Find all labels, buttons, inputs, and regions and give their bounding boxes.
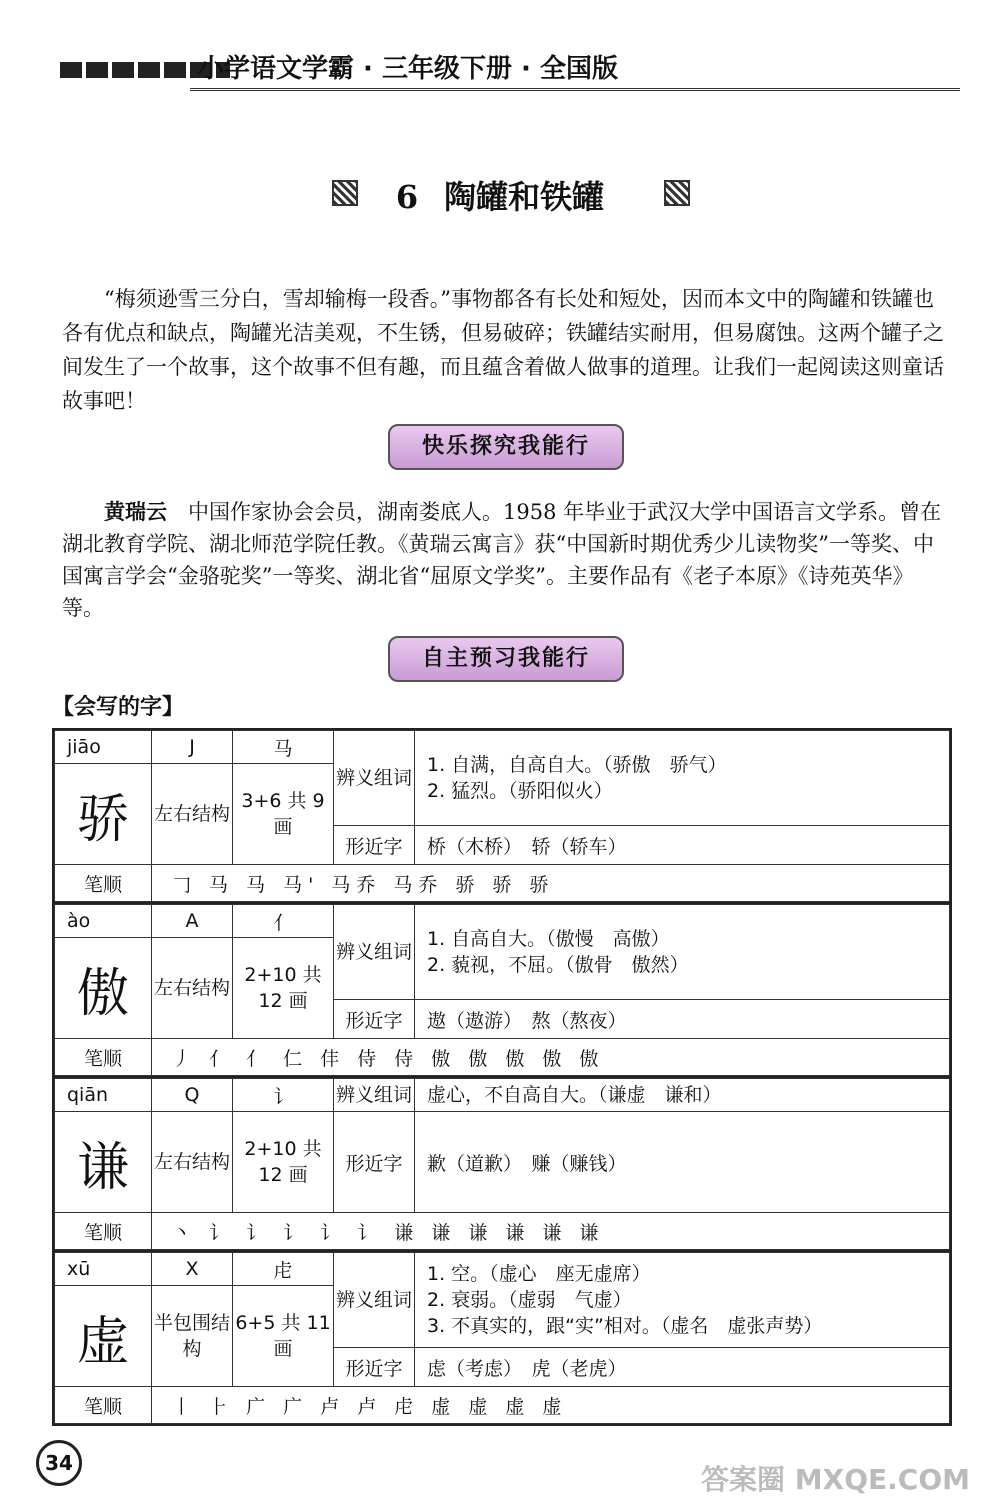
pinyin: xū: [55, 1253, 152, 1286]
initial-letter: Q: [152, 1079, 233, 1112]
similar-chars: 歉（道歉） 赚（赚钱）: [415, 1112, 950, 1213]
meanings: [415, 1253, 950, 1348]
similar-chars: 虑（考虑） 虎（老虎）: [415, 1348, 950, 1387]
similar-chars: 遨（遨游） 熬（熬夜）: [415, 1000, 950, 1039]
header-rule: [190, 88, 960, 91]
character-table: [52, 728, 952, 1426]
pinyin: qiān: [55, 1079, 152, 1112]
stroke-count: 6+5 共 11 画: [233, 1286, 334, 1387]
initial-letter: X: [152, 1253, 233, 1286]
stroke-order: 丶 讠 讠 讠 讠 讠 谦 谦 谦 谦 谦 谦: [152, 1213, 950, 1250]
stroke-order: 丨 ⺊ 广 广 卢 卢 虍 虚 虚 虚 虚: [152, 1387, 950, 1424]
character: 虚: [55, 1286, 152, 1387]
stroke-order: 𠃌 马 马 马' 马乔 马乔 骄 骄 骄: [152, 865, 950, 902]
meanings: [415, 731, 950, 826]
character: 谦: [55, 1112, 152, 1213]
meaning-item: 1. 自满，自高自大。（骄傲 骄气）: [427, 754, 727, 776]
stroke-count: 2+10 共 12 画: [233, 938, 334, 1039]
similar-label: 形近字: [334, 826, 415, 865]
radical: 马: [233, 731, 334, 764]
intro-paragraph: “梅须逊雪三分白，雪却输梅一段香。”事物都各有长处和短处，因而本文中的陶罐和铁罐也各有优点和缺点，陶罐光洁美观，不生锈，但易破碎；铁罐结实耐用，但易腐蚀。这两个罐子之间发生了一个故事，这个故事不但有趣，而且蕴含着做人做事的道理。让我们一起阅读这则童话故事吧！: [62, 287, 944, 413]
structure: 左右结构: [152, 764, 233, 865]
write-chars-label: 【会写的字】: [52, 695, 185, 720]
meaning-label: 辨义组词: [334, 1253, 415, 1348]
character: 傲: [55, 938, 152, 1039]
author-paragraph: [62, 496, 952, 624]
char-block: [54, 904, 950, 1078]
radical: 讠: [233, 1079, 334, 1112]
initial-letter: A: [152, 905, 233, 938]
stroke-count: 2+10 共 12 画: [233, 1112, 334, 1213]
pinyin: ào: [55, 905, 152, 938]
structure: 左右结构: [152, 1112, 233, 1213]
char-block: [54, 1078, 950, 1252]
book-title: 小学语文学霸 · 三年级下册 · 全国版: [198, 54, 618, 84]
similar-label: 形近字: [334, 1348, 415, 1387]
meaning-item: 1. 自高自大。（傲慢 高傲）: [427, 928, 670, 950]
order-label: 笔顺: [55, 1387, 152, 1424]
meaning-label: 辨义组词: [334, 905, 415, 1000]
order-label: 笔顺: [55, 865, 152, 902]
char-block: [54, 730, 950, 904]
meaning-item: 虚心，不自高自大。（谦虚 谦和）: [427, 1084, 722, 1106]
stroke-order: 丿 亻 亻 仁 仹 侍 侍 傲 傲 傲 傲 傲: [152, 1039, 950, 1076]
meaning-label: 辨义组词: [334, 731, 415, 826]
radical: 虍: [233, 1253, 334, 1286]
similar-chars: 桥（木桥） 轿（轿车）: [415, 826, 950, 865]
meaning-item: 2. 猛烈。（骄阳似火）: [427, 780, 613, 802]
meaning-item: 1. 空。（虚心 座无虚席）: [427, 1263, 651, 1285]
structure: 左右结构: [152, 938, 233, 1039]
section-banner-preview: 自主预习我能行: [388, 636, 624, 682]
lesson-number: 6: [395, 178, 419, 216]
radical: 亻: [233, 905, 334, 938]
char-block: [54, 1252, 950, 1424]
order-label: 笔顺: [55, 1039, 152, 1076]
page-number: 34: [36, 1440, 82, 1486]
author-name: 黄瑞云: [104, 499, 167, 524]
meanings: [415, 1079, 950, 1112]
similar-label: 形近字: [334, 1000, 415, 1039]
initial-letter: J: [152, 731, 233, 764]
structure: 半包围结构: [152, 1286, 233, 1387]
order-label: 笔顺: [55, 1213, 152, 1250]
pinyin: jiāo: [55, 731, 152, 764]
page-header: [40, 40, 960, 100]
stroke-count: 3+6 共 9 画: [233, 764, 334, 865]
similar-label: 形近字: [334, 1112, 415, 1213]
meanings: [415, 905, 950, 1000]
lesson-name: 陶罐和铁罐: [444, 178, 605, 216]
meaning-item: 3. 不真实的，跟“实”相对。（虚名 虚张声势）: [427, 1315, 823, 1337]
lesson-title: [0, 172, 1000, 218]
meaning-item: 2. 藐视，不屈。（傲骨 傲然）: [427, 954, 689, 976]
author-bio: 中国作家协会会员，湖南娄底人。1958 年毕业于武汉大学中国语言文学系。曾在湖北教育学院、湖北师范学院任教。《黄瑞云寓言》获“中国新时期优秀少儿读物奖”一等奖、中国寓言学会“金骆驼奖”一等奖、湖北省“屈原文学奖”。主要作品有《老子本原》《诗苑英华》等。: [62, 500, 942, 620]
character: 骄: [55, 764, 152, 865]
watermark: 答案圈 MXQE.COM: [701, 1463, 970, 1496]
section-banner-explore: 快乐探究我能行: [388, 424, 624, 470]
meaning-item: 2. 衰弱。（虚弱 气虚）: [427, 1289, 632, 1311]
meaning-label: 辨义组词: [334, 1079, 415, 1112]
